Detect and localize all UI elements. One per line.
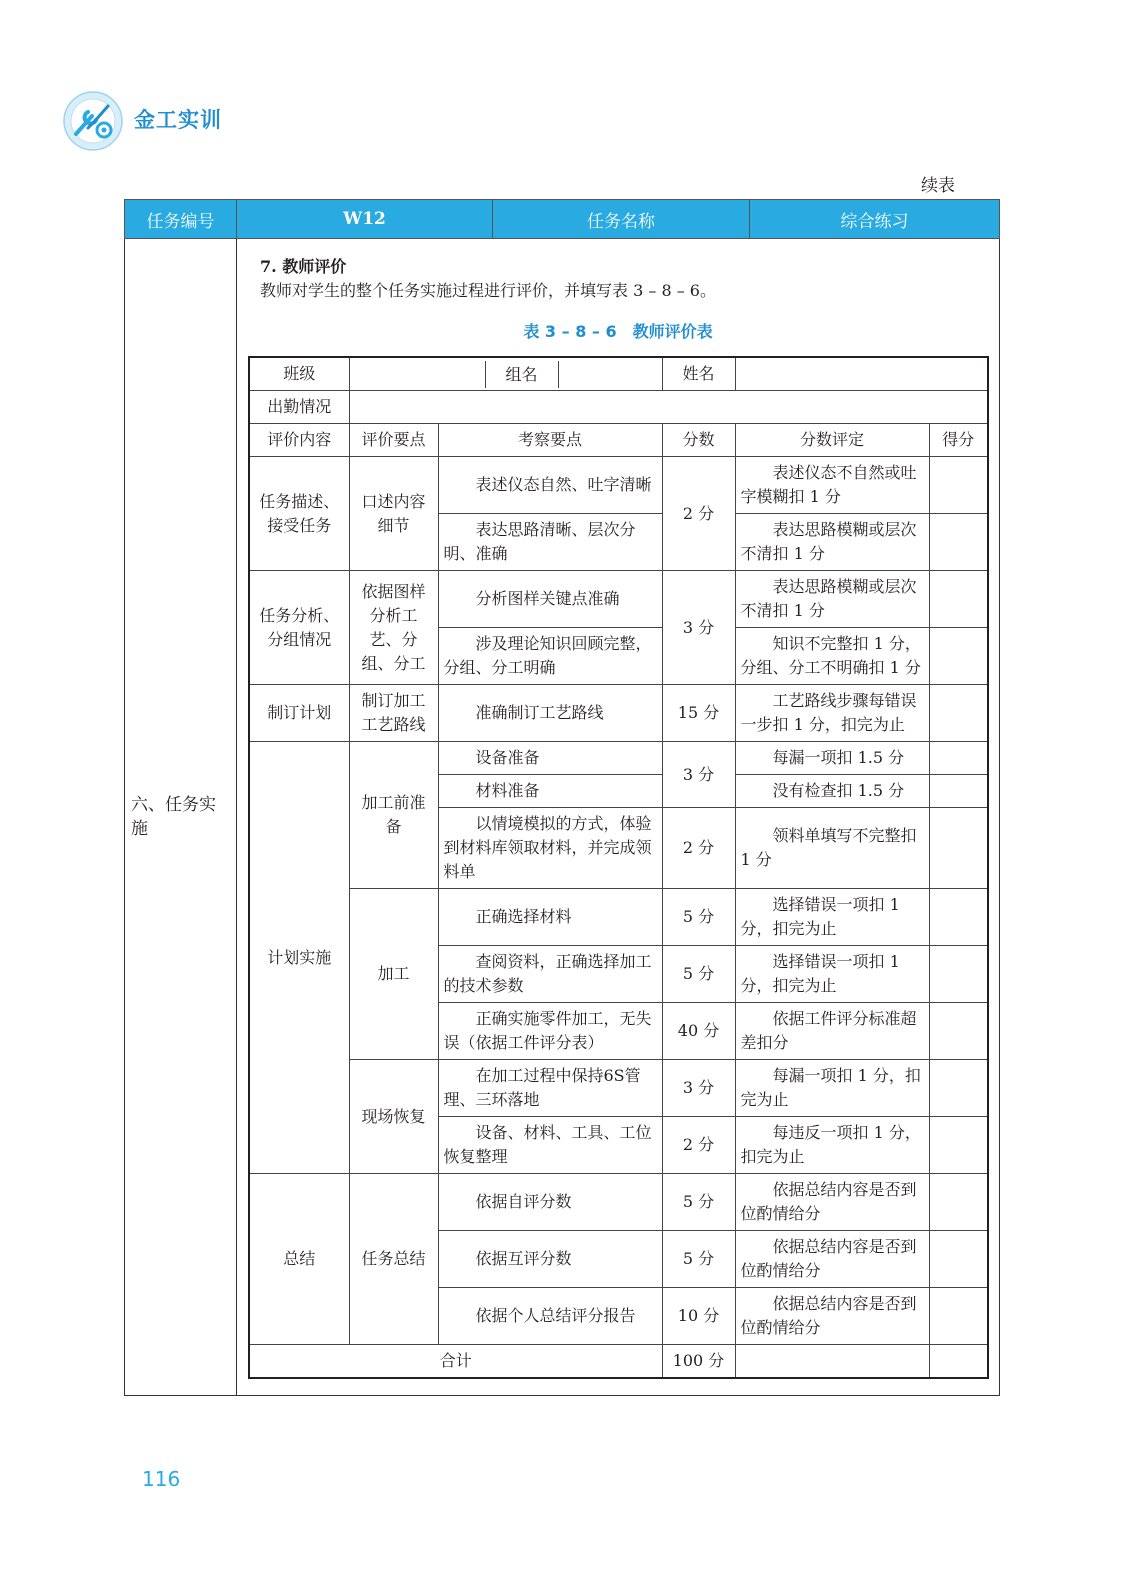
score-rule-cell: 每漏一项扣 1 分，扣完为止 bbox=[735, 1060, 929, 1117]
section-description: 教师对学生的整个任务实施过程进行评价，并填写表 3 – 8 – 6。 bbox=[260, 281, 716, 300]
earned-score-cell[interactable] bbox=[929, 1174, 988, 1231]
score-rule-cell: 每违反一项扣 1 分，扣完为止 bbox=[735, 1117, 929, 1174]
check-point-cell: 分析图样关键点准确 bbox=[438, 571, 662, 628]
name-value[interactable] bbox=[735, 357, 988, 391]
earned-score-cell[interactable] bbox=[929, 1231, 988, 1288]
column-header: 评价内容 bbox=[249, 424, 349, 457]
earned-score-cell[interactable] bbox=[929, 808, 988, 889]
score-cell: 5 分 bbox=[662, 889, 735, 946]
score-cell: 5 分 bbox=[662, 1231, 735, 1288]
total-label: 合计 bbox=[249, 1345, 662, 1379]
score-cell: 2 分 bbox=[662, 1117, 735, 1174]
eval-content-cell: 总结 bbox=[249, 1174, 349, 1345]
check-point-cell: 设备、材料、工具、工位恢复整理 bbox=[438, 1117, 662, 1174]
score-rule-cell: 依据总结内容是否到位酌情给分 bbox=[735, 1174, 929, 1231]
score-rule-cell: 知识不完整扣 1 分，分组、分工不明确扣 1 分 bbox=[735, 628, 929, 685]
attendance-value[interactable] bbox=[349, 391, 988, 424]
eval-point-cell: 现场恢复 bbox=[349, 1060, 438, 1174]
check-point-cell: 依据个人总结评分报告 bbox=[438, 1288, 662, 1345]
check-point-cell: 正确选择材料 bbox=[438, 889, 662, 946]
score-cell: 2 分 bbox=[662, 808, 735, 889]
eval-content-cell: 任务分析、分组情况 bbox=[249, 571, 349, 685]
earned-score-cell[interactable] bbox=[929, 1003, 988, 1060]
check-point-cell: 材料准备 bbox=[438, 775, 662, 808]
earned-score-cell[interactable] bbox=[929, 457, 988, 514]
page-number: 116 bbox=[142, 1467, 181, 1491]
task-table bbox=[124, 199, 1000, 1396]
earned-score-cell[interactable] bbox=[929, 514, 988, 571]
eval-point-cell: 任务总结 bbox=[349, 1174, 438, 1345]
eval-point-cell: 依据图样分析工艺、分组、分工 bbox=[349, 571, 438, 685]
score-rule-cell: 没有检查扣 1.5 分 bbox=[735, 775, 929, 808]
column-header: 评价要点 bbox=[349, 424, 438, 457]
column-header-row bbox=[249, 424, 988, 457]
check-point-cell: 涉及理论知识回顾完整，分组、分工明确 bbox=[438, 628, 662, 685]
table-row bbox=[249, 457, 988, 514]
earned-score-cell[interactable] bbox=[929, 571, 988, 628]
class-value[interactable] bbox=[350, 361, 486, 388]
section-title-text: 教师评价 bbox=[282, 257, 347, 276]
check-point-cell: 查阅资料，正确选择加工的技术参数 bbox=[438, 946, 662, 1003]
score-rule-cell: 每漏一项扣 1.5 分 bbox=[735, 742, 929, 775]
total-score: 100 分 bbox=[662, 1345, 735, 1379]
name-label: 姓名 bbox=[662, 357, 735, 391]
section-title-number: 7. bbox=[260, 257, 277, 276]
table-row bbox=[249, 685, 988, 742]
book-title: 金工实训 bbox=[134, 108, 222, 132]
task-code-value: W12 bbox=[237, 200, 493, 239]
section-title bbox=[260, 257, 988, 277]
column-header: 得分 bbox=[929, 424, 988, 457]
earned-score-cell[interactable] bbox=[929, 946, 988, 1003]
score-rule-cell: 选择错误一项扣 1 分，扣完为止 bbox=[735, 946, 929, 1003]
earned-score-cell[interactable] bbox=[929, 1288, 988, 1345]
earned-score-cell[interactable] bbox=[929, 1117, 988, 1174]
eval-point-cell: 口述内容细节 bbox=[349, 457, 438, 571]
eval-content-cell: 计划实施 bbox=[249, 742, 349, 1174]
score-rule-cell: 依据工件评分标准超差扣分 bbox=[735, 1003, 929, 1060]
earned-score-cell[interactable] bbox=[929, 889, 988, 946]
column-header: 考察要点 bbox=[438, 424, 662, 457]
score-cell: 5 分 bbox=[662, 1174, 735, 1231]
table-row bbox=[249, 1174, 988, 1231]
check-point-cell: 以情境模拟的方式，体验到材料库领取材料，并完成领料单 bbox=[438, 808, 662, 889]
wrench-gear-logo-icon bbox=[62, 90, 124, 152]
score-cell: 40 分 bbox=[662, 1003, 735, 1060]
score-rule-cell: 依据总结内容是否到位酌情给分 bbox=[735, 1288, 929, 1345]
task-name-label: 任务名称 bbox=[493, 200, 750, 239]
score-cell: 5 分 bbox=[662, 946, 735, 1003]
earned-score-cell[interactable] bbox=[929, 742, 988, 775]
earned-score-cell[interactable] bbox=[929, 775, 988, 808]
continuation-label: 续表 bbox=[921, 176, 955, 196]
score-rule-cell: 工艺路线步骤每错误一步扣 1 分，扣完为止 bbox=[735, 685, 929, 742]
table-row bbox=[249, 571, 988, 628]
score-cell: 2 分 bbox=[662, 457, 735, 571]
check-point-cell: 在加工过程中保持6S管理、三环落地 bbox=[438, 1060, 662, 1117]
table-caption: 表 3 – 8 – 6 教师评价表 bbox=[523, 322, 713, 341]
eval-content-cell: 制订计划 bbox=[249, 685, 349, 742]
score-cell: 3 分 bbox=[662, 742, 735, 808]
earned-score-cell[interactable] bbox=[929, 1060, 988, 1117]
check-point-cell: 正确实施零件加工，无失误（依据工件评分表） bbox=[438, 1003, 662, 1060]
check-point-cell: 依据自评分数 bbox=[438, 1174, 662, 1231]
total-earned-cell[interactable] bbox=[929, 1345, 988, 1379]
score-rule-cell: 表达思路模糊或层次不清扣 1 分 bbox=[735, 514, 929, 571]
eval-point-cell: 制订加工工艺路线 bbox=[349, 685, 438, 742]
eval-point-cell: 加工前准备 bbox=[349, 742, 438, 889]
section-label: 六、任务实施 bbox=[125, 239, 237, 1396]
group-label: 组名 bbox=[486, 361, 559, 388]
table-row bbox=[249, 1060, 988, 1117]
score-cell: 3 分 bbox=[662, 1060, 735, 1117]
check-point-cell: 设备准备 bbox=[438, 742, 662, 775]
teacher-evaluation-table bbox=[248, 356, 989, 1379]
class-label: 班级 bbox=[249, 357, 349, 391]
check-point-cell: 表达思路清晰、层次分明、准确 bbox=[438, 514, 662, 571]
table-row bbox=[249, 742, 988, 775]
total-row bbox=[249, 1345, 988, 1379]
score-rule-cell: 领料单填写不完整扣 1 分 bbox=[735, 808, 929, 889]
eval-content-cell: 任务描述、接受任务 bbox=[249, 457, 349, 571]
check-point-cell: 准确制订工艺路线 bbox=[438, 685, 662, 742]
attendance-label: 出勤情况 bbox=[249, 391, 349, 424]
task-name-value: 综合练习 bbox=[750, 200, 1000, 239]
earned-score-cell[interactable] bbox=[929, 685, 988, 742]
score-cell: 15 分 bbox=[662, 685, 735, 742]
check-point-cell: 依据互评分数 bbox=[438, 1231, 662, 1288]
score-rule-cell: 依据总结内容是否到位酌情给分 bbox=[735, 1231, 929, 1288]
task-code-label: 任务编号 bbox=[125, 200, 237, 239]
group-value[interactable] bbox=[559, 361, 662, 388]
column-header: 分数评定 bbox=[735, 424, 929, 457]
score-rule-cell: 选择错误一项扣 1 分，扣完为止 bbox=[735, 889, 929, 946]
column-header: 分数 bbox=[662, 424, 735, 457]
total-rule-cell bbox=[735, 1345, 929, 1379]
section-content bbox=[237, 239, 1000, 1396]
earned-score-cell[interactable] bbox=[929, 628, 988, 685]
score-cell: 10 分 bbox=[662, 1288, 735, 1345]
eval-point-cell: 加工 bbox=[349, 889, 438, 1060]
score-rule-cell: 表达思路模糊或层次不清扣 1 分 bbox=[735, 571, 929, 628]
score-cell: 3 分 bbox=[662, 571, 735, 685]
score-rule-cell: 表述仪态不自然或吐字模糊扣 1 分 bbox=[735, 457, 929, 514]
check-point-cell: 表述仪态自然、吐字清晰 bbox=[438, 457, 662, 514]
table-row bbox=[249, 889, 988, 946]
